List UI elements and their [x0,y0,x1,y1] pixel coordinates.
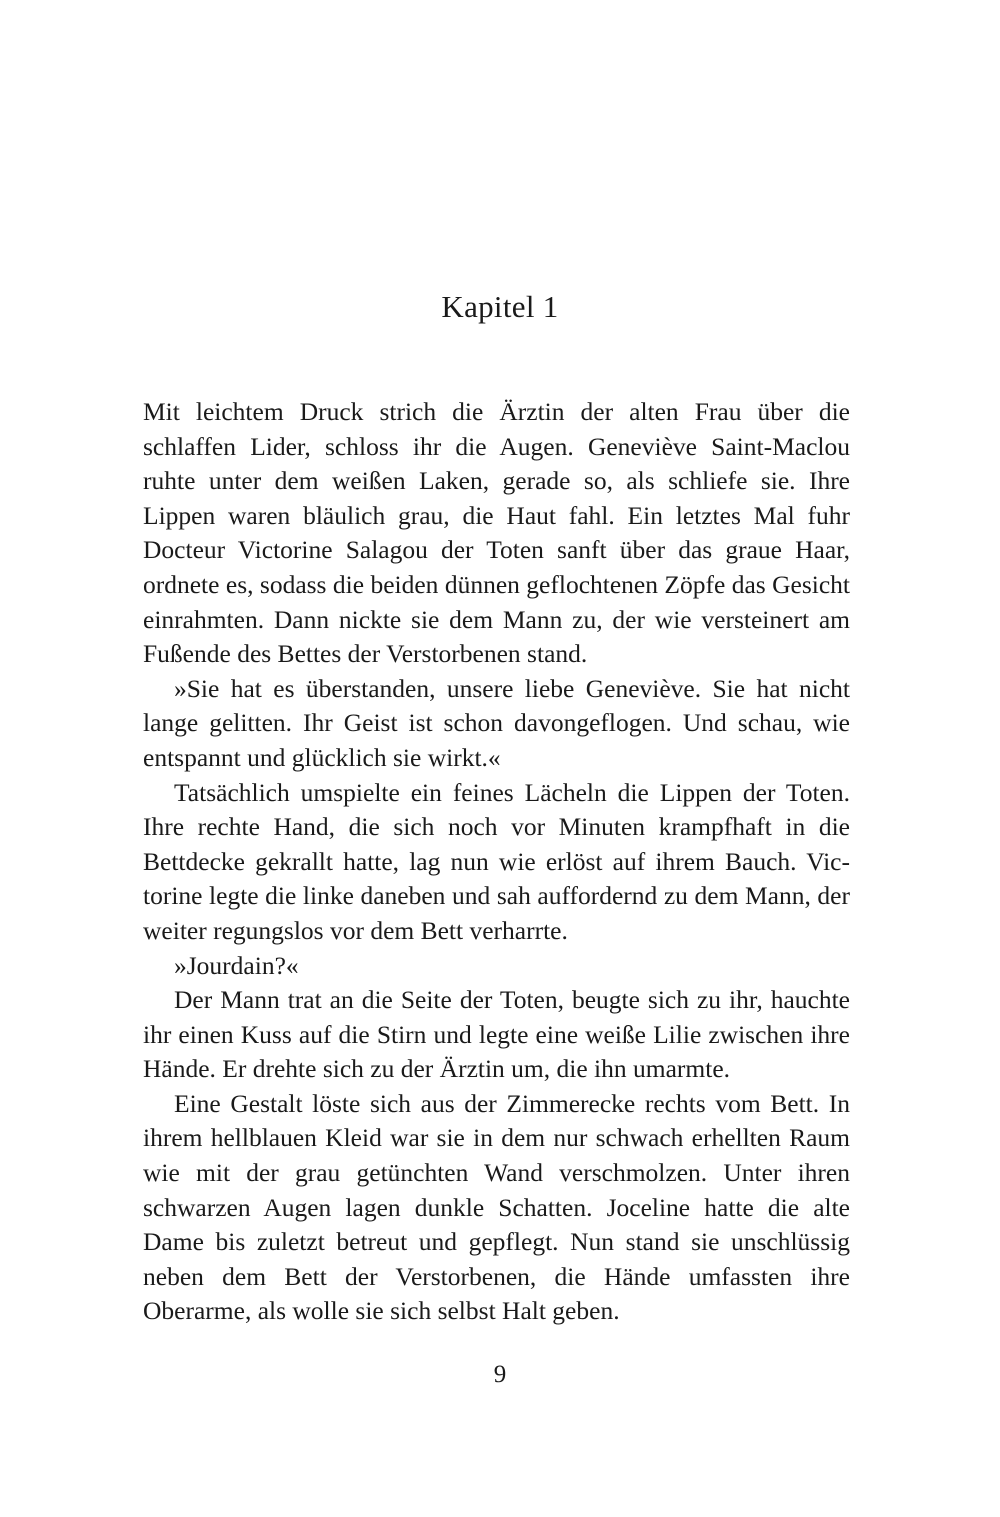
paragraph: Der Mann trat an die Seite der Toten, beugte sich zu ihr, hauchte ihr einen Kuss auf die Stirn und legte eine weiße Lilie zwischen ihre Hände. Er drehte sich zu der Ärztin um, die ihn umarmte. [143,985,850,1084]
paragraph: Eine Gestalt löste sich aus der Zimmerecke rechts vom Bett. In ihrem hellblauen Kleid war sie in dem nur schwach erhellten Raum wie mit der grau getünchten Wand verschmolzen. Unter ihren schwarzen Augen lagen dunkle Schatten. Joceline hatte die alte Dame bis zuletzt betreut und gepflegt. Nun stand sie unschlüssig neben dem Bett der Verstorbenen, die Hände umfassten ihre Oberarme, als wolle sie sich selbst Halt geben. [143,1088,850,1326]
paragraph: »Jourdain?« [174,950,299,980]
paragraph: Tatsächlich umspielte ein feines Lächeln die Lippen der Toten. Ihre rechte Hand, die sich noch vor Minuten krampfhaft in die Bettdecke gekrallt hatte, lag nun wie erlöst auf ihrem Bauch. Victorine legte die linke daneben und sah auffordernd zu dem Mann, der weiter regungslos vor dem Bett verharrte. [143,777,850,945]
paragraph: »Sie hat es überstanden, unsere liebe Geneviève. Sie hat nicht lange gelitten. Ihr Geist ist schon davongeflogen. Und schau, wie entspannt und glücklich sie wirkt.« [143,673,850,772]
paragraph: Mit leichtem Druck strich die Ärztin der alten Frau über die schlaffen Lider, schloss ihr die Augen. Geneviève Saint-Maclou ruhte unter dem weißen Laken, gerade so, als schliefe sie. Ihre Lippen waren bläulich grau, die Haut fahl. Ein letztes Mal fuhr Docteur Victorine Salagou der Toten sanft über das graue Haar, ordnete es, sodass die beiden dünnen geflochtenen Zöpfe das Gesicht einrahmten. Dann nickte sie dem Mann zu, der wie versteinert am Fußende des Bettes der Verstorbenen stand. [143,397,850,669]
chapter-title: Kapitel 1 [441,289,559,324]
body-text [143,395,850,1329]
page-number: 9 [493,1361,507,1388]
